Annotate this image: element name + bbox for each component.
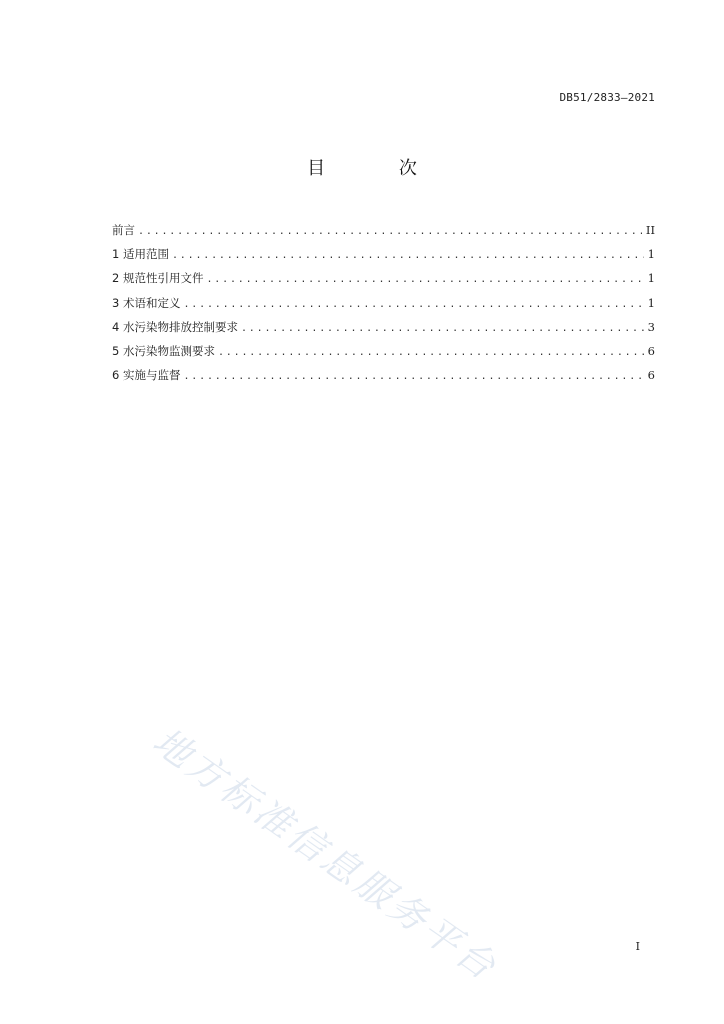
toc-entry-scope[interactable] [112,245,655,269]
document-code: DB51/2833—2021 [559,91,655,104]
toc-entry-label: 2 规范性引用文件 [112,271,204,286]
toc-title: 目 次 [307,158,451,179]
toc-entry-label: 前言 [112,223,135,237]
toc-entry-label: 3 术语和定义 [112,295,181,310]
toc-entry-page: 3 [647,319,655,334]
toc-entry-label: 1 适用范围 [112,247,169,262]
toc-entry-page: 1 [647,247,655,262]
toc-entry-page: II [645,223,655,237]
toc-dot-leader [206,271,643,289]
toc-dot-leader [172,247,644,265]
table-of-contents [112,221,655,390]
toc-entry-normative-references[interactable] [112,269,655,293]
toc-entry-label: 5 水污染物监测要求 [112,343,215,358]
page-number: I [635,940,640,953]
toc-entry-emission-control[interactable] [112,318,655,342]
toc-entry-page: 6 [647,368,655,383]
toc-entry-implementation[interactable] [112,366,655,390]
toc-dot-leader [241,320,644,338]
toc-dot-leader [183,296,643,314]
toc-entry-page: 6 [647,343,655,358]
toc-entry-page: 1 [647,295,655,310]
toc-dot-leader [218,344,644,362]
toc-dot-leader [138,223,642,241]
watermark: 地方标准信息服务平台 [145,719,506,990]
toc-entry-label: 4 水污染物排放控制要求 [112,319,238,334]
toc-entry-page: 1 [647,271,655,286]
toc-entry-monitoring[interactable] [112,342,655,366]
toc-dot-leader [183,368,643,386]
toc-entry-label: 6 实施与监督 [112,368,181,383]
toc-entry-terms-definitions[interactable] [112,294,655,318]
toc-entry-foreword[interactable] [112,221,655,245]
